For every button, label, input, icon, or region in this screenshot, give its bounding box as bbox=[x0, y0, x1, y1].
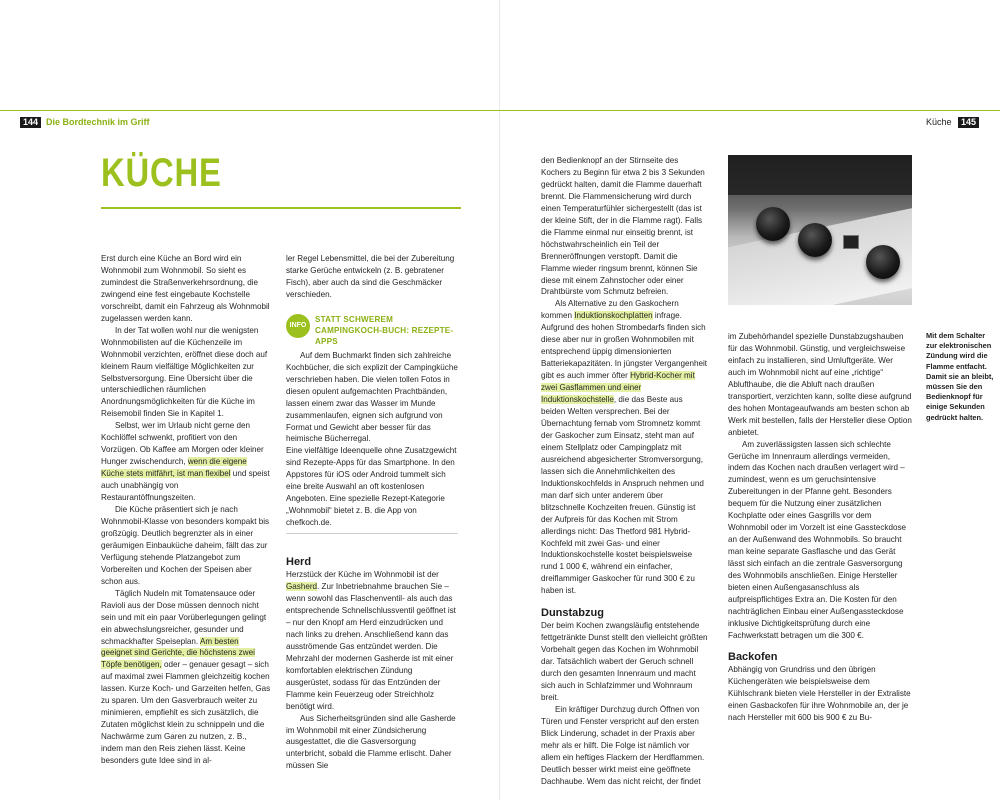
info-badge: INFO bbox=[286, 314, 310, 338]
paragraph: Erst durch eine Küche an Bord wird ein Wohnmobil zum Wohnmobil. So sieht es zumindest die Straßenverkehrsordnung, die zwingend eine fest eingebaute Kochstelle vorschreibt, damit ein Fahrzeug als Wohnmobil zugelassen werden kann. bbox=[101, 254, 270, 323]
heading-dunstabzug: Dunstabzug bbox=[541, 607, 604, 620]
paragraph: Ein kräftiger Durchzug durch Öffnen von Türen und Fenster verspricht auf den ersten Blick Linderung, schadet in der Praxis aber mehr als er hilft. Die Folge ist nämlich vor allem ein heftiges Flackern der Herdflammen. Deutlich besser wirkt meist eine geöffnete Dachhaube. Wem das nicht reicht, der findet bbox=[541, 704, 705, 786]
paragraph: Herzstück der Küche im Wohnmobil ist der Gasherd. Zur Inbetriebnahme brauchen Sie – wenn sowohl das Flaschenventil- als auch das entsprechende Schnellschlussventil geöffnet ist – nur den Knopf am Herd einzudrücken und nach links zu drehen. Anschließend kann das ausströmende Gas entzündet werden. Die Mehrzahl der modernen Gasherde ist mit einer komfortablen elektrischen Zündung ausgerüstet, sodass für das Entzünden der Flamme kein Feuerzeug oder Streichholz benötigt wird. bbox=[286, 570, 456, 711]
paragraph: Eine vielfältige Ideenquelle ohne Zusatzgewicht sind Rezepte-Apps für das Smartphone. In den Appstores für iOS oder Android tummelt sich eine breite Auswahl an oft kostenlosen Angeboten. Eine spezielle Rezept-Kategorie „Wohnmobil“ bietet z. B. die App von chefkoch.de. bbox=[286, 446, 457, 528]
page-gutter bbox=[499, 0, 500, 800]
page-number-right: 145 bbox=[958, 117, 979, 128]
info-box bbox=[286, 314, 458, 534]
paragraph: Am zuverlässigsten lassen sich schlechte Gerüche im Innenraum allerdings vermeiden, indem das Kochen nach draußen verlagert wird – zumindest, wenn es um geruchsintensive Zubereitungen in der Pfanne geht. Besonders bequem für die Nutzung einer zusätzlichen Kochplatte oder eines Gasgrills vor dem Wohnmobil oder im Vorzelt ist eine Gassteckdose an der Außenwand des Wohnmobils. So braucht man keine separate Gasflasche und das Gerät lässt sich einfach an die zentrale Gasversorgung des Wohnmobils anschließen. Einige Hersteller bieten einen Außengasanschluss als aufpreispflichtiges Extra an. Die Kosten für den nachträglichen Einbau einer Außengassteckdose inklusive Dichtigkeitsprüfung durch eine Fachwerkstatt betragen um die 300 €. bbox=[728, 439, 906, 640]
paragraph: im Zubehörhandel spezielle Dunstabzugshauben für das Wohnmobil. Günstig, und vergleichsweise einfach zu installieren, sind Umluftgeräte. Wer auch im Wohnmobil nicht auf eine „richtige“ Ablufthaube, die die Abluft nach draußen transportiert, verzichten kann, sollte diese aufgrund des hohen Montageaufwands am besten schon ab Werk mit bestellen, falls der Hersteller diese Option anbietet. bbox=[728, 332, 912, 437]
highlight: Gasherd bbox=[286, 582, 318, 592]
paragraph: Der beim Kochen zwangsläufig entstehende fettgetränkte Dunst stellt den vielleicht größten Vorbehalt gegen das Kochen im Wohnmobil dar. Tatsächlich wabert der Geruch schnell durch den gesamten Innenraum und macht sich auch in Schlafzimmer und Wohnraum breit. bbox=[541, 621, 708, 702]
heading-herd: Herd bbox=[286, 556, 312, 569]
text-column-1 bbox=[101, 253, 271, 767]
paragraph: Als Alternative zu den Gaskochern kommen Induktionskochplatten infrage. Aufgrund des hohen Strombedarfs finden sich diese aber nur in großen Wohnmobilen mit entsprechend üppig dimensionierten Batteriekapazitäten. In jüngster Vergangenheit gibt es auch immer öfter Hybrid-Kocher mit zwei Gasflammen und einer Induktionskochstelle, die das Beste aus beiden Welten versprechen. Bei der Übernachtung fernab vom Stromnetz kommt der Gaskocher zum Einsatz, steht man auf einem Stellplatz oder Campingplatz mit ausreichend abgesicherter Stromversorgung, lassen sich die Annehmlichkeiten des Induktionskochfelds in Anspruch nehmen und man darf sich unter anderem über blitzschnelle Kochzeiten freuen. Günstig ist der Aufpreis für das Kochen mit Strom allerdings nicht: Das Thetford 981 Hybrid-Kochfeld mit zwei Gas- und einer Induktionskochstelle kostet beispielsweise rund 1 000 €, während ein einfacher, dreiflammiger Gaskocher für rund 300 € zu haben ist. bbox=[541, 299, 708, 596]
paragraph: den Bedienknopf an der Stirnseite des Kochers zu Beginn für etwa 2 bis 3 Sekunden gedrückt halten, damit die Flamme dauerhaft brennt. Die Flammensicherung wird durch einen Temperaturfühler sichergestellt (das ist der kleine Stift, der in die Flamme ragt). Falls die Flamme einmal nur einseitig brennt, ist höchstwahrscheinlich ein Teil der Brenneröffnungen verstopft. Damit die Flamme wieder ringsum brennt, können Sie diese mit einem Zahnstocher oder einer Drahtbürste vom Schmutz befreien. bbox=[541, 156, 705, 297]
highlight: Hybrid-Kocher mit zwei Gasflammen und einer Induktionskochstelle bbox=[541, 371, 695, 405]
paragraph: Auf dem Buchmarkt finden sich zahlreiche Kochbücher, die sich explizit der Campingküche verschrieben haben. Die vielen tollen Fotos in diesen opulent aufgemachten Prachtbänden, lassen einem zwar das Wasser im Munde zusammenlaufen, eignen sich aufgrund von Format und Gewicht aber besser für das heimische Bücherregal. bbox=[286, 350, 458, 444]
text-column-2 bbox=[286, 253, 458, 772]
highlight: Induktionskochplatten bbox=[574, 311, 653, 321]
text-column-3 bbox=[541, 155, 709, 788]
paragraph: ler Regel Lebensmittel, die bei der Zubereitung starke Gerüche entwickeln (z. B. gebratener Fisch), aber auch da sind die Geschmäcker verschieden. bbox=[286, 254, 455, 299]
running-head-left: Die Bordtechnik im Griff bbox=[46, 117, 150, 127]
paragraph: Die Küche präsentiert sich je nach Wohnmobil-Klasse von besonders kompakt bis großzügig. Deutlich begrenzter als in einer geräumigen Einbauküche daheim, fällt das zur Verfügung stehende Platzangebot zum Vorbereiten und Kochen der Speisen aber schon aus. bbox=[101, 505, 270, 586]
header-rule-left bbox=[0, 110, 500, 111]
paragraph: Täglich Nudeln mit Tomatensauce oder Ravioli aus der Dose müssen dennoch nicht sein und mit ein paar Vorüberlegungen gelingt ein abwechslungsreicher, gesunder und schmackhafter Speiseplan. Am besten geeignet sind Gerichte, die höchstens zwei Töpfe benötigen, oder – genauer gesagt – sich auf maximal zwei Flammen gleichzeitig kochen lassen. Kurze Koch- und Garzeiten helfen, Gas zu sparen. Um den Gasverbrauch weiter zu minimieren, empfiehlt es sich zusätzlich, die Zutaten möglichst klein zu schnippeln und die Nachwärme zum Garen zu nutzen, z. B., indem man den Reis ziehen lässt. Keine besonders gute Idee sind in al- bbox=[101, 588, 271, 766]
info-rule bbox=[286, 533, 458, 534]
page-number-left: 144 bbox=[20, 117, 41, 128]
heading-backofen: Backofen bbox=[728, 650, 778, 663]
header-rule-right bbox=[500, 110, 1000, 111]
highlight: Am besten geeignet sind Gerichte, die höchstens zwei Töpfe benötigen, bbox=[101, 636, 255, 670]
text-column-4 bbox=[728, 331, 912, 724]
paragraph: In der Tat wollen wohl nur die wenigsten Wohnmobilisten auf die Küchenzeile im Wohnmobil verzichten, eröffnet diese doch auf kleinem Raum vielfältige Möglichkeiten zur Selbstversorgung. Eine Übersicht über die unterschiedlichen räumlichen Anordnungsmöglichkeiten für die Küche im Reisemobil finden Sie in Kapitel 1. bbox=[101, 325, 268, 419]
running-head-right: Küche bbox=[926, 117, 952, 127]
paragraph: Selbst, wer im Urlaub nicht gerne den Kochlöffel schwenkt, profitiert von den Vorzügen. Ob Kaffee am Morgen oder kleiner Hunger zwischendurch, wenn die eigene Küche stets mitfährt, ist man flexibel und speist auch unabhängig von Restaurantöffnungszeiten. bbox=[101, 421, 270, 503]
title-rule bbox=[101, 207, 461, 209]
chapter-title: KÜCHE bbox=[101, 151, 222, 195]
photo-caption: Mit dem Schalter zur elektronischen Zündung wird die Flamme entfacht. Damit sie an bleibt, müssen Sie den Bedienknopf für einige Sekunden gedrückt halten. bbox=[926, 331, 994, 422]
paragraph: Aus Sicherheitsgründen sind alle Gasherde im Wohnmobil mit einer Zündsicherung ausgestattet, die die Gasversorgung unterbricht, sobald die Flamme erlischt. Daher müssen Sie bbox=[286, 713, 456, 771]
highlight: wenn die eigene Küche stets mitfährt, ist man flexibel bbox=[101, 457, 247, 479]
paragraph: Abhängig von Grundriss und den übrigen Küchengeräten wie beispielsweise dem Kühlschrank bieten viele Hersteller in der Extraliste einen Gasbackofen für ihre Wohnmobile an, der je nach Hersteller mit 600 bis 900 € zu Bu- bbox=[728, 664, 911, 722]
stove-knobs-photo bbox=[728, 155, 912, 305]
info-heading: STATT SCHWEREM CAMPINGKOCH-BUCH: REZEPTE-APPS bbox=[315, 314, 454, 346]
